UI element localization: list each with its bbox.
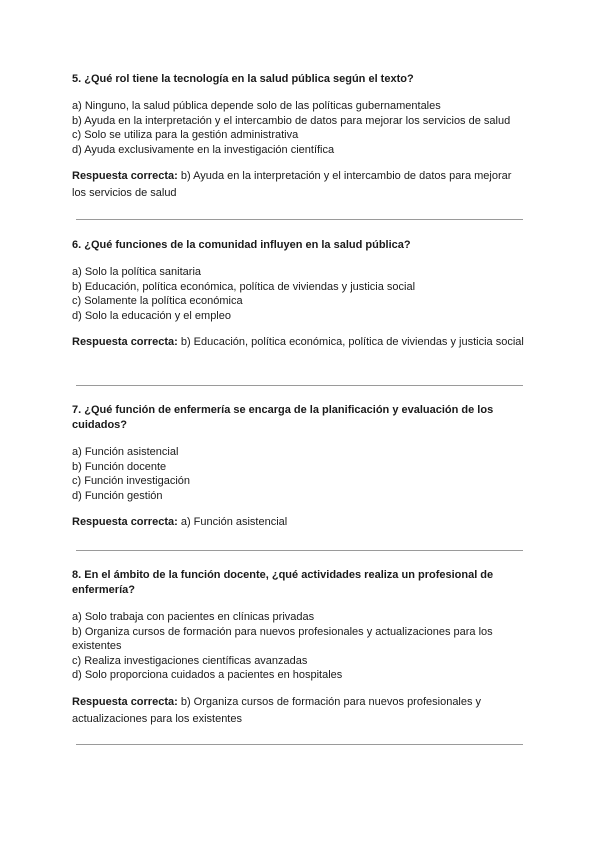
divider xyxy=(76,219,523,220)
option-list xyxy=(72,445,524,503)
correct-answer xyxy=(72,514,524,531)
answer-label: Respuesta correcta: xyxy=(72,336,178,349)
divider xyxy=(76,385,523,386)
answer-text: b) Organiza cursos de formación para nuevos profesionales y actualizaciones para los existentes xyxy=(72,695,482,725)
question-title: 7. ¿Qué función de enfermería se encarga de la planificación y evaluación de los cuidados? xyxy=(72,404,494,431)
option-b: b) Ayuda en la interpretación y el intercambio de datos para mejorar los servicios de salud xyxy=(72,114,511,127)
correct-answer xyxy=(72,694,524,728)
option-b: b) Educación, política económica, política de viviendas y justicia social xyxy=(72,280,416,293)
question-title: 8. En el ámbito de la función docente, ¿qué actividades realiza un profesional de enfermería? xyxy=(72,569,494,596)
option-d: d) Solo la educación y el empleo xyxy=(72,309,231,322)
option-d: d) Ayuda exclusivamente en la investigación científica xyxy=(72,143,335,156)
option-a: a) Función asistencial xyxy=(72,446,179,458)
question-title: 6. ¿Qué funciones de la comunidad influyen en la salud pública? xyxy=(72,239,411,251)
divider xyxy=(76,550,523,551)
question-5 xyxy=(72,72,524,202)
option-c: c) Función investigación xyxy=(72,475,191,488)
option-list xyxy=(72,610,524,683)
question-7 xyxy=(72,403,524,531)
answer-text: b) Educación, política económica, política de viviendas y justicia social xyxy=(177,336,524,349)
question-8 xyxy=(72,568,524,728)
option-c: c) Realiza investigaciones científicas avanzadas xyxy=(72,654,308,667)
option-c: c) Solamente la política económica xyxy=(72,295,243,308)
correct-answer xyxy=(72,168,524,202)
option-c: c) Solo se utiliza para la gestión administrativa xyxy=(72,129,299,142)
question-6 xyxy=(72,238,524,351)
divider xyxy=(76,744,523,745)
option-a: a) Solo trabaja con pacientes en clínicas privadas xyxy=(72,611,315,623)
option-list xyxy=(72,99,524,157)
correct-answer xyxy=(72,334,524,351)
option-b: b) Función docente xyxy=(72,460,167,473)
answer-text: b) Ayuda en la interpretación y el intercambio de datos para mejorar los servicios de salud xyxy=(72,170,512,200)
option-b: b) Organiza cursos de formación para nuevos profesionales y actualizaciones para los existentes xyxy=(72,625,493,653)
answer-label: Respuesta correcta: xyxy=(72,170,178,183)
option-list xyxy=(72,265,524,323)
option-d: d) Solo proporciona cuidados a pacientes en hospitales xyxy=(72,669,343,682)
answer-label: Respuesta correcta: xyxy=(72,516,178,529)
option-a: a) Solo la política sanitaria xyxy=(72,266,202,278)
question-title: 5. ¿Qué rol tiene la tecnología en la salud pública según el texto? xyxy=(72,73,414,85)
answer-text: a) Función asistencial xyxy=(177,516,288,529)
option-a: a) Ninguno, la salud pública depende solo de las políticas gubernamentales xyxy=(72,100,441,112)
option-d: d) Función gestión xyxy=(72,489,163,502)
answer-label: Respuesta correcta: xyxy=(72,695,178,708)
